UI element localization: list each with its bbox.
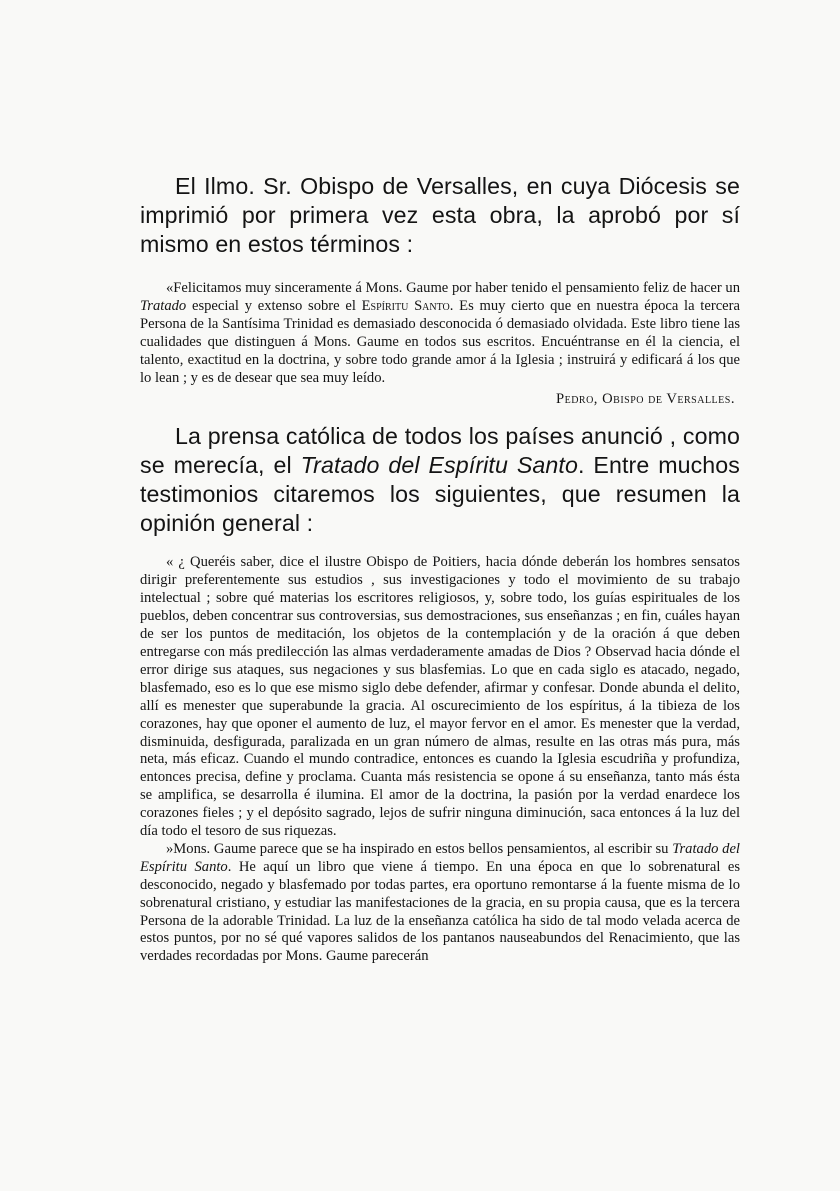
bishop-versailles-quote: «Felicitamos muy sinceramente á Mons. Gaume por haber tenido el pensamiento feliz de hacer un Tratado especial y extenso sobre el Espíritu Santo. Es muy cierto que en nuestra época la tercera Persona de la Santísima Trinidad es demasiado desconocida ó demasiado olvidada. Este libro tiene las cualidades que distinguen á Mons. Gaume en todos sus escritos. Encuéntranse en él la ciencia, el talento, exactitud en la doctrina, y sobre todo grande amor á la Iglesia ; instruirá y edificará á los que lo lean ; y es de desear que sea muy leído. <box>140 280 740 386</box>
gaume-review-paragraph: »Mons. Gaume parece que se ha inspirado en estos bellos pensamientos, al escribir su Tratado del Espíritu Santo. He aquí un libro que viene á tiempo. En una época en que lo sobrenatural es desconocido, negado y blasfemado por todas partes, era oportuno remontarse á la fuente misma de lo sobrenatural cristiano, y estudiar las manifestaciones de la gracia, en su propia causa, que es la tercera Persona de la adorable Trinidad. La luz de la enseñanza católica ha sido de tal modo velada acerca de estos puntos, por no sé qué vapores salidos de los pantanos nauseabundos del Renacimiento, que las verdades recordadas por Mons. Gaume parecerán <box>140 840 741 965</box>
signature: Pedro, Obispo de Versalles. <box>555 391 735 408</box>
text-column <box>140 172 740 966</box>
press-intro-paragraph: La prensa católica de todos los países anunció , como se merecía, el Tratado del Espíritu Santo. Entre muchos testimonios citaremos los siguientes, que resumen la opinión general : <box>140 423 740 537</box>
poitiers-quote: « ¿ Queréis saber, dice el ilustre Obispo de Poitiers, hacia dónde deberán los hombres sensatos dirigir preferentemente sus estudios , sus investigaciones y todo el movimiento de su trabajo intelectual ; sobre qué materias los escritores religiosos, y, sobre todo, los guías espirituales de los pueblos, deben concentrar sus controversias, sus demostraciones, sus enseñanzas ; en fin, cuáles hayan de ser los puntos de meditación, los objetos de la contemplación y de la oración á que deben entregarse con más predilección las almas verdaderamente amadas de Dios ? Observad hacia dónde el error dirige sus ataques, sus negaciones y sus blasfemias. Lo que en cada siglo es atacado, negado, blasfemado, eso es lo que ese mismo siglo debe defender, afirmar y confesar. Donde abunda el delito, allí es menester que superabunde la gracia. Al oscurecimiento de los espíritus, á la tibieza de los corazones, hay que oponer el aumento de luz, el mayor fervor en el amor. Es menester que la verdad, disminuida, desfigurada, paralizada en un gran número de almas, resulte en las otras más pura, más neta, más eficaz. Cuando el mundo contradice, entonces es cuando la Iglesia escudriña y profundiza, entonces precisa, define y proclama. Cuanta más resistencia se opone á su enseñanza, tanto más ésta se amplifica, se desarrolla é ilumina. El amor de la doctrina, la pasión por la verdad enardece los corazones fieles ; y el depósito sagrado, lejos de sufrir ninguna diminución, saca entonces á la luz del día todo el tesoro de sus riquezas. <box>140 554 740 840</box>
intro-paragraph: El Ilmo. Sr. Obispo de Versalles, en cuya Diócesis se imprimió por primera vez esta obra, la aprobó por sí mismo en estos términos : <box>140 173 740 257</box>
